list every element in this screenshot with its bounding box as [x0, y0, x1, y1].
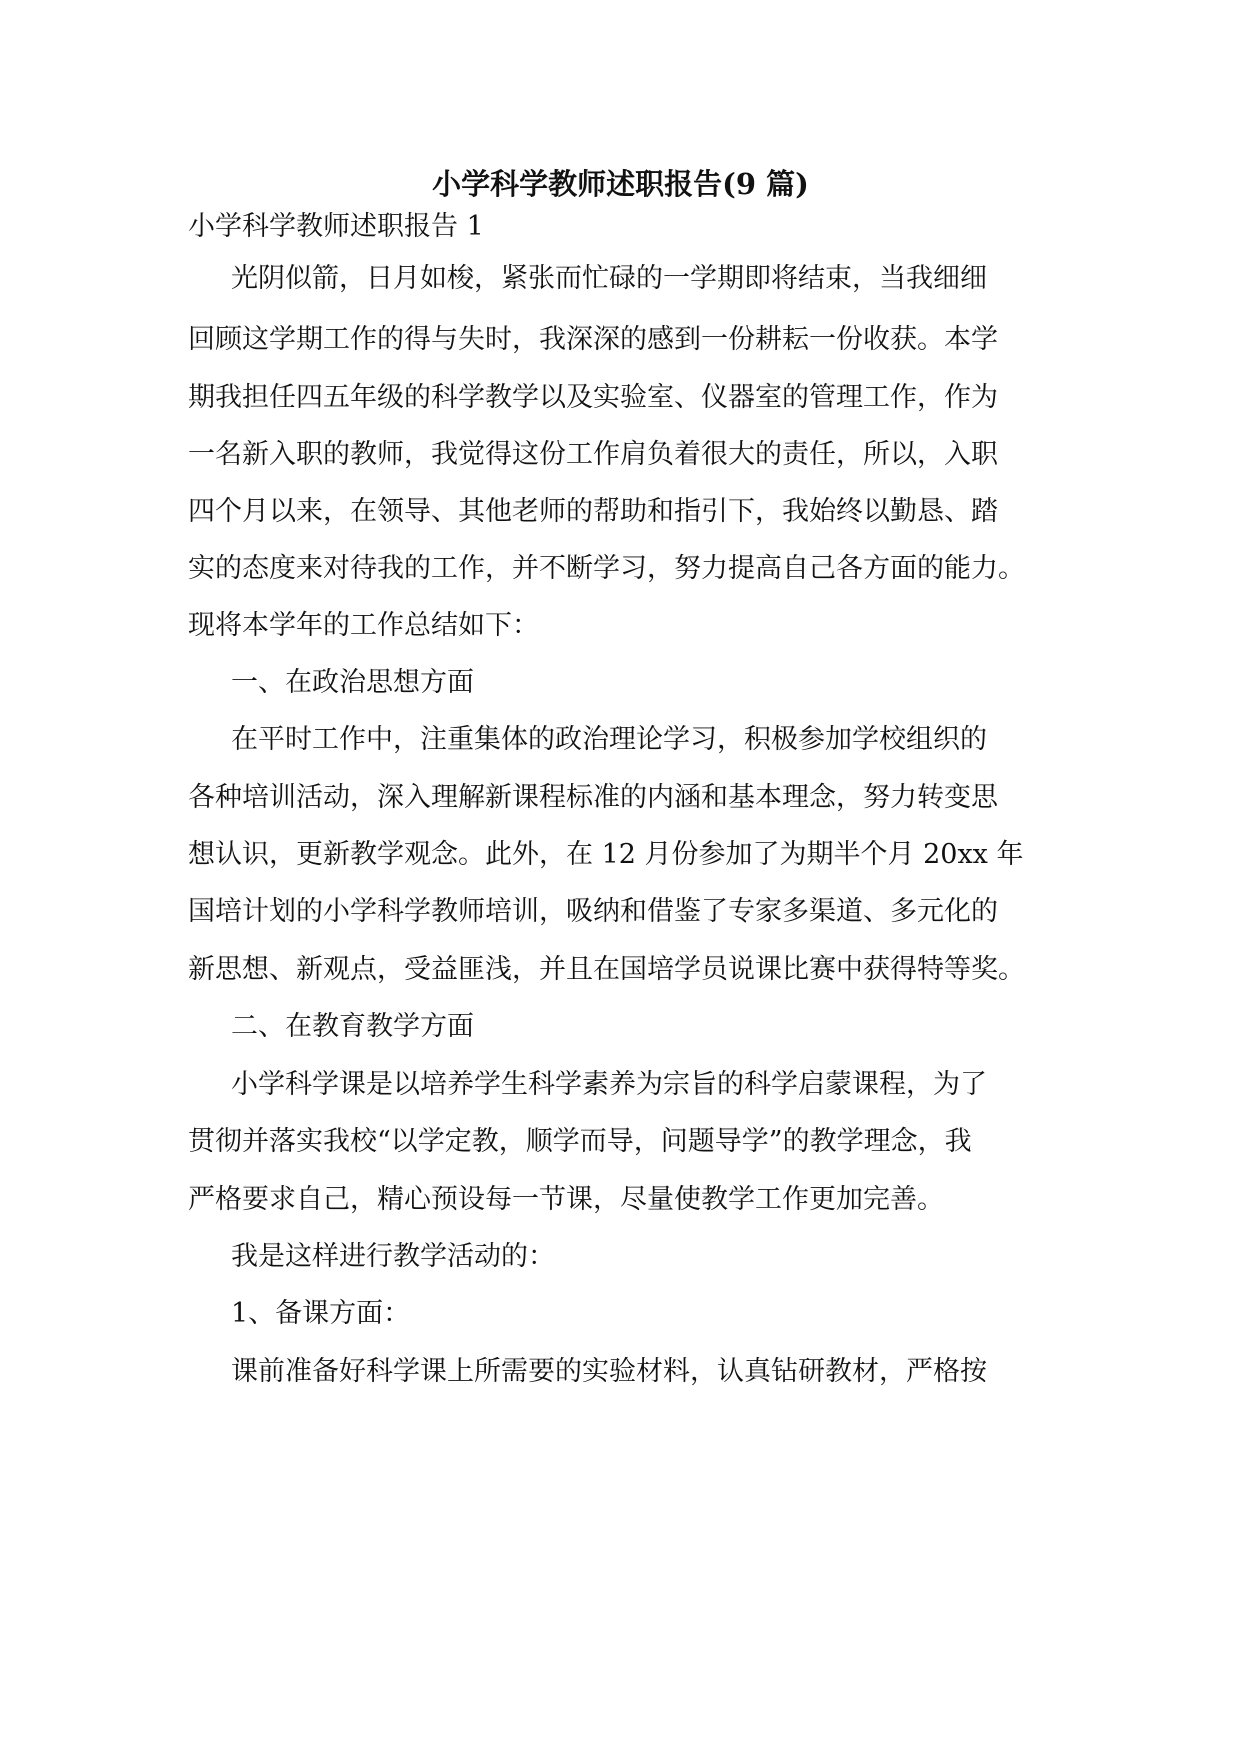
paragraph-line: 实的态度来对待我的工作，并不断学习，努力提高自己各方面的能力。 [188, 553, 1025, 584]
paragraph-line: 新思想、新观点，受益匪浅，并且在国培学员说课比赛中获得特等奖。 [188, 954, 1025, 985]
paragraph-line: 国培计划的小学科学教师培训，吸纳和借鉴了专家多渠道、多元化的 [188, 896, 998, 927]
paragraph-line: 贯彻并落实我校“以学定教，顺学而导，问题导学”的教学理念，我 [188, 1126, 972, 1157]
paragraph-line: 课前准备好科学课上所需要的实验材料，认真钻研教材，严格按 [231, 1356, 987, 1387]
paragraph-line: 回顾这学期工作的得与失时，我深深的感到一份耕耘一份收获。本学 [188, 324, 998, 355]
paragraph-line: 想认识，更新教学观念。此外，在 12 月份参加了为期半个月 20xx 年 [188, 839, 1024, 870]
subheading-political: 一、在政治思想方面 [231, 667, 474, 698]
subheading-lesson-prep: 1、备课方面： [231, 1298, 411, 1329]
document-title: 小学科学教师述职报告(9 篇) [432, 167, 809, 201]
section-heading: 小学科学教师述职报告 1 [188, 211, 484, 242]
paragraph-line: 光阴似箭，日月如梭，紧张而忙碌的一学期即将结束，当我细细 [231, 263, 987, 294]
paragraph-line: 在平时工作中，注重集体的政治理论学习，积极参加学校组织的 [231, 724, 987, 755]
paragraph-line: 现将本学年的工作总结如下： [188, 610, 539, 641]
subheading-teaching: 二、在教育教学方面 [231, 1011, 474, 1042]
paragraph-line: 我是这样进行教学活动的： [231, 1241, 555, 1272]
paragraph-line: 一名新入职的教师，我觉得这份工作肩负着很大的责任，所以，入职 [188, 439, 998, 470]
paragraph-line: 各种培训活动，深入理解新课程标准的内涵和基本理念，努力转变思 [188, 782, 998, 813]
paragraph-line: 小学科学课是以培养学生科学素养为宗旨的科学启蒙课程，为了 [231, 1069, 987, 1100]
paragraph-line: 严格要求自己，精心预设每一节课，尽量使教学工作更加完善。 [188, 1184, 944, 1215]
paragraph-line: 四个月以来，在领导、其他老师的帮助和指引下，我始终以勤恳、踏 [188, 496, 998, 527]
paragraph-line: 期我担任四五年级的科学教学以及实验室、仪器室的管理工作，作为 [188, 382, 998, 413]
